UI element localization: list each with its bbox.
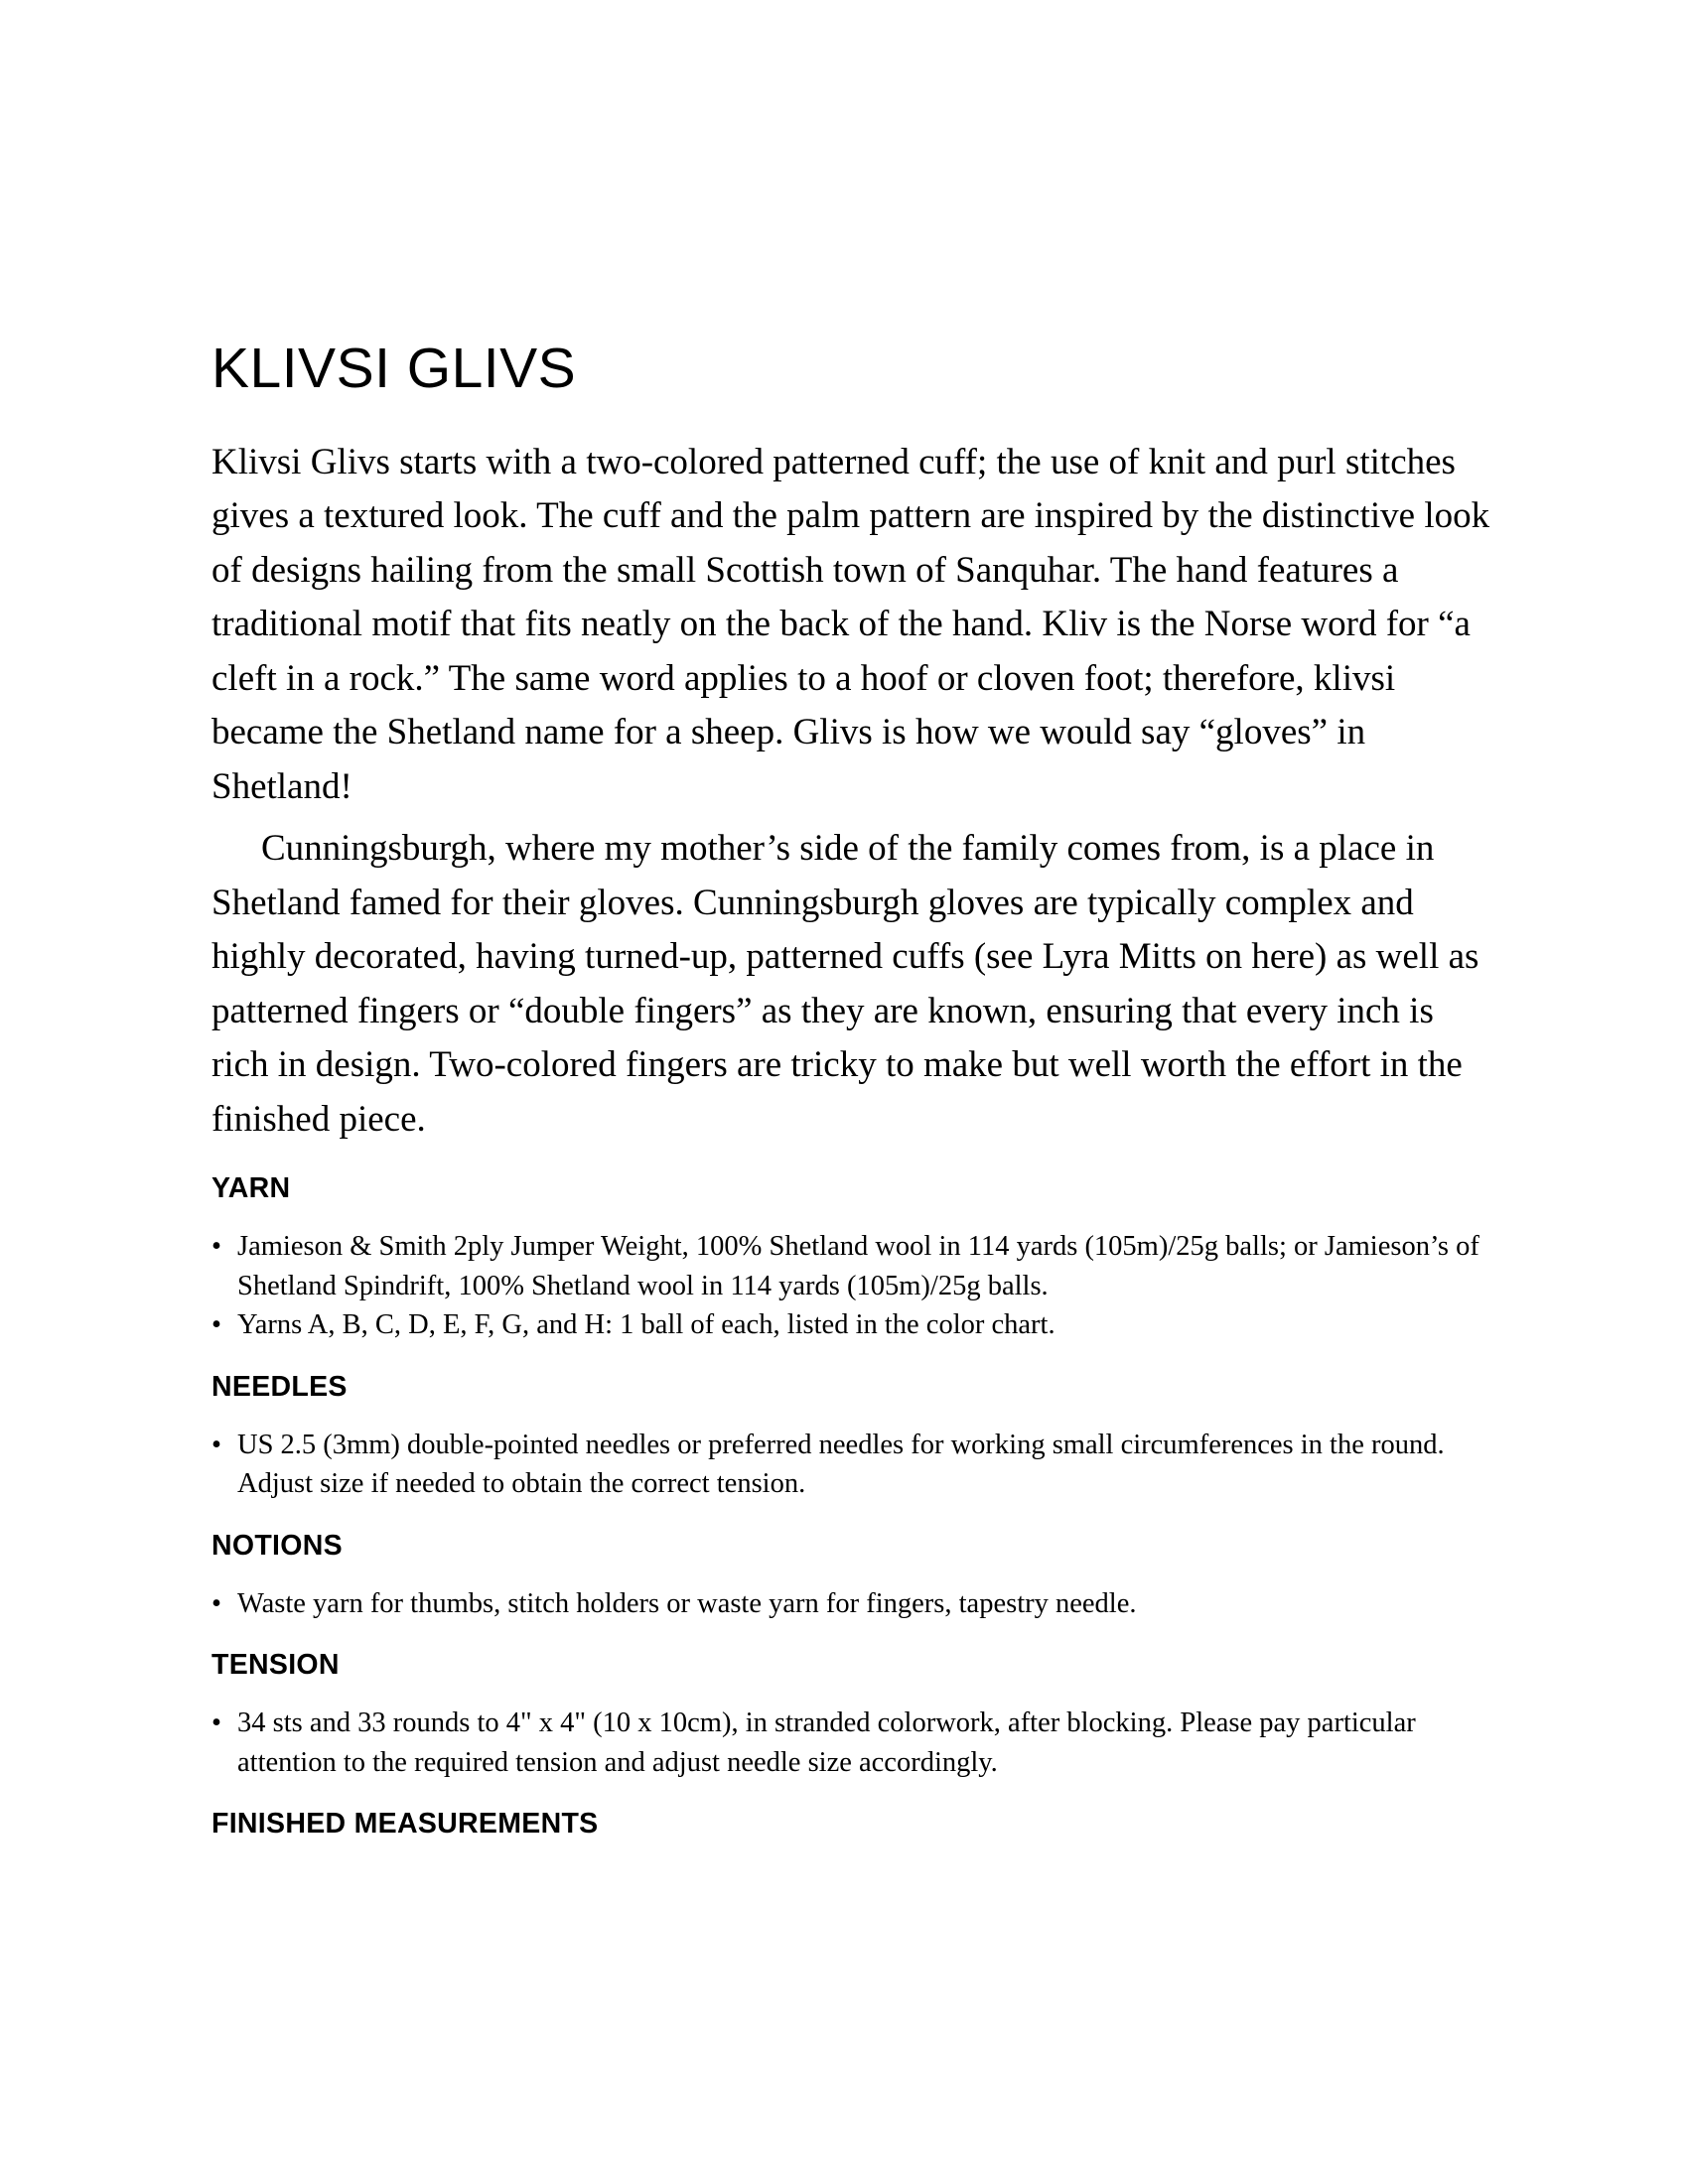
bullet-icon: • — [211, 1587, 221, 1619]
bullet-list — [211, 1227, 1492, 1345]
list-item-text: 34 sts and 33 rounds to 4" x 4" (10 x 10cm), in stranded colorwork, after blocking. Please pay particular attention to the required tension and adjust needle size accordingly. — [237, 1707, 1416, 1778]
intro-paragraph: Cunningsburgh, where my mother’s side of the family comes from, is a place in Shetland famed for their gloves. Cunningsburgh gloves are typically complex and highly decorated, having turned-up, patterned cuffs (see Lyra Mitts on here) as well as patterned fingers or “double fingers” as they are known, ensuring that every inch is rich in design. Two-colored fingers are tricky to make but well worth the effort in the finished piece. — [211, 828, 1479, 1140]
list-item-text: Waste yarn for thumbs, stitch holders or waste yarn for fingers, tapestry needle. — [237, 1587, 1137, 1619]
section-heading: NEEDLES — [211, 1370, 348, 1403]
list-item-text: Jamieson & Smith 2ply Jumper Weight, 100% Shetland wool in 114 yards (105m)/25g balls; or Jamieson’s of Shetland Spindrift, 100% Shetland wool in 114 yards (105m)/25g balls. — [237, 1231, 1479, 1301]
section-yarn — [211, 1172, 1492, 1345]
section-heading: TENSION — [211, 1649, 340, 1682]
section-heading: YARN — [211, 1172, 291, 1205]
bullet-list — [211, 1704, 1492, 1782]
section-heading: FINISHED MEASUREMENTS — [211, 1808, 599, 1841]
list-item — [211, 1704, 1492, 1782]
section-finished-measurements — [211, 1808, 1492, 1841]
list-item — [211, 1584, 1492, 1624]
bullet-icon: • — [211, 1707, 221, 1739]
pattern-title: KLIVSI GLIVS — [211, 337, 577, 400]
section-heading: NOTIONS — [211, 1529, 343, 1562]
list-item — [211, 1305, 1492, 1345]
bullet-icon: • — [211, 1429, 221, 1460]
intro-text — [211, 436, 1492, 1148]
document-page — [211, 338, 1492, 1841]
list-item — [211, 1227, 1492, 1305]
bullet-icon: • — [211, 1231, 221, 1263]
bullet-icon: • — [211, 1309, 221, 1341]
section-notions — [211, 1530, 1492, 1624]
bullet-list — [211, 1426, 1492, 1504]
section-tension — [211, 1649, 1492, 1782]
intro-paragraph: Klivsi Glivs starts with a two-colored patterned cuff; the use of knit and purl stitches gives a textured look. The cuff and the palm pattern are inspired by the distinctive look of designs hailing from the small Scottish town of Sanquhar. The hand features a traditional motif that fits neatly on the back of the hand. Kliv is the Norse word for “a cleft in a rock.” The same word applies to a hoof or cloven foot; therefore, klivsi became the Shetland name for a sheep. Glivs is how we would say “gloves” in Shetland! — [211, 441, 1490, 807]
section-needles — [211, 1371, 1492, 1504]
list-item — [211, 1426, 1492, 1504]
list-item-text: US 2.5 (3mm) double-pointed needles or preferred needles for working small circumferences in the round. Adjust size if needed to obtain the correct tension. — [237, 1429, 1445, 1500]
bullet-list — [211, 1584, 1492, 1624]
list-item-text: Yarns A, B, C, D, E, F, G, and H: 1 ball of each, listed in the color chart. — [237, 1309, 1055, 1341]
